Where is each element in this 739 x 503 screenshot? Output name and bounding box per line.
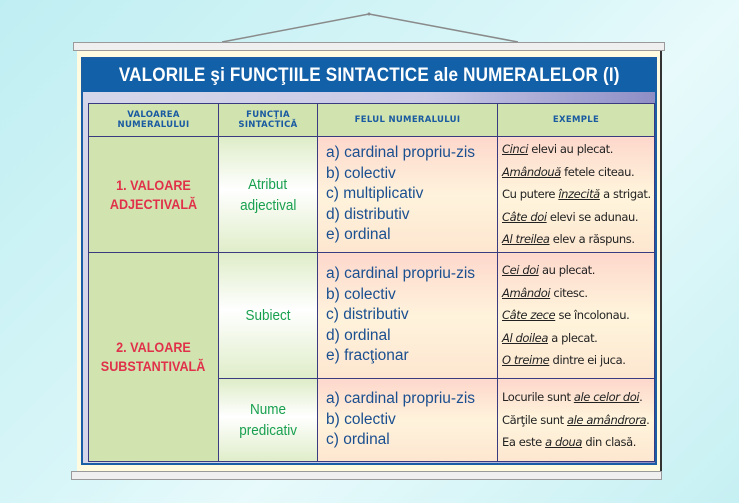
list-item: b) colectiv bbox=[326, 285, 396, 303]
example-text: Ea este bbox=[502, 435, 546, 450]
example-text: predicativ bbox=[239, 422, 297, 439]
example-text: a strigat. bbox=[599, 187, 651, 202]
top-rod bbox=[73, 42, 665, 51]
example-text: din clasă. bbox=[582, 435, 637, 450]
example-text: 1. VALOARE bbox=[116, 176, 191, 193]
example-text: dintre ei juca. bbox=[549, 353, 626, 368]
header-valoarea: VALOAREA NUMERALULUI bbox=[89, 104, 219, 137]
numeral-highlight: Amândoi bbox=[502, 285, 551, 300]
example-text: Atribut bbox=[248, 175, 288, 193]
numeral-highlight: Câte doi bbox=[502, 209, 547, 224]
example-text: . bbox=[646, 412, 650, 427]
value-substantival bbox=[89, 253, 219, 462]
example bbox=[502, 259, 654, 282]
example-text: Locurile sunt bbox=[502, 390, 574, 405]
list-item: a) cardinal propriu-zis bbox=[326, 144, 476, 162]
example-text: elev a răspuns. bbox=[549, 232, 635, 247]
numeral-highlight: Cei doi bbox=[502, 263, 539, 278]
example bbox=[502, 327, 654, 350]
list-item: d) ordinal bbox=[326, 326, 391, 344]
example-text: ADJECTIVALĂ bbox=[109, 195, 198, 212]
example-text: Subiect bbox=[245, 307, 291, 324]
example bbox=[502, 228, 654, 251]
examples-list bbox=[498, 253, 655, 379]
example-text: SUBSTANTIVALĂ bbox=[101, 358, 206, 374]
numerals-table bbox=[88, 103, 655, 462]
numeral-highlight: Al doilea bbox=[502, 330, 548, 345]
numeral-highlight: ale celor doi bbox=[573, 390, 640, 405]
list-item: a) cardinal propriu-zis bbox=[326, 390, 476, 408]
numeral-highlight: Câte zece bbox=[502, 308, 556, 323]
list-item: c) multiplicativ bbox=[326, 185, 424, 203]
example bbox=[502, 161, 654, 184]
example bbox=[502, 386, 654, 409]
numeral-highlight: înzecită bbox=[558, 187, 600, 202]
poster-title bbox=[83, 59, 655, 92]
example-text: Cărţile sunt bbox=[502, 412, 567, 427]
example-text: adjectival bbox=[239, 196, 297, 214]
kinds-list bbox=[318, 137, 498, 253]
example bbox=[502, 282, 654, 305]
numeral-highlight: a doua bbox=[545, 435, 583, 450]
numeral-highlight: Amândouă bbox=[502, 164, 561, 179]
example-text: au plecat. bbox=[538, 263, 596, 278]
poster bbox=[77, 51, 662, 471]
numeral-highlight: Al treilea bbox=[502, 232, 550, 247]
example-text: . bbox=[639, 390, 643, 405]
examples-list bbox=[498, 379, 655, 462]
example-text: se încolonau. bbox=[555, 308, 630, 323]
table-row bbox=[89, 253, 655, 379]
numeral-highlight: ale amândrora bbox=[566, 412, 647, 427]
example-text: fetele citeau. bbox=[560, 164, 635, 179]
example-text: citesc. bbox=[550, 285, 588, 300]
list-item: e) ordinal bbox=[326, 226, 391, 244]
header-functia: FUNCŢIA SINTACTICĂ bbox=[219, 104, 318, 137]
examples-list bbox=[498, 137, 655, 253]
header-row bbox=[89, 104, 655, 137]
value-adjectival bbox=[89, 137, 219, 253]
kinds-list bbox=[318, 379, 498, 462]
example-text: 2. VALOARE bbox=[116, 339, 191, 355]
list-item: a) cardinal propriu-zis bbox=[326, 265, 476, 283]
list-item: c) ordinal bbox=[326, 431, 390, 449]
example-text: elevi se adunau. bbox=[546, 209, 639, 224]
function-subiect bbox=[219, 253, 318, 379]
example-text: Nume bbox=[249, 401, 286, 418]
list-item: c) distributiv bbox=[326, 306, 409, 324]
header-exemple: EXEMPLE bbox=[498, 104, 655, 137]
list-item: d) distributiv bbox=[326, 205, 410, 223]
example-text: elevi au plecat. bbox=[528, 142, 613, 157]
example bbox=[502, 431, 654, 454]
numeral-highlight: Cinci bbox=[502, 142, 529, 157]
header-felul: FELUL NUMERALULUI bbox=[318, 104, 498, 137]
example bbox=[502, 206, 654, 229]
table-row bbox=[89, 137, 655, 253]
function-nume-predicativ bbox=[219, 379, 318, 462]
example bbox=[502, 409, 654, 432]
list-item: b) colectiv bbox=[326, 410, 396, 428]
function-atribut bbox=[219, 137, 318, 253]
example-text: VALORILE şi FUNCŢIILE SINTACTICE ale NUMERALELOR (I) bbox=[118, 64, 620, 86]
example-text: a plecat. bbox=[547, 330, 598, 345]
numeral-highlight: O treime bbox=[502, 353, 550, 368]
example bbox=[502, 304, 654, 327]
list-item: b) colectiv bbox=[326, 164, 396, 182]
example bbox=[502, 183, 654, 206]
example bbox=[502, 349, 654, 372]
example-text: Cu putere bbox=[502, 187, 559, 202]
list-item: e) fracţionar bbox=[326, 347, 409, 365]
poster-panel bbox=[81, 57, 657, 465]
kinds-list bbox=[318, 253, 498, 379]
example bbox=[502, 138, 654, 161]
bottom-rod bbox=[71, 471, 662, 480]
